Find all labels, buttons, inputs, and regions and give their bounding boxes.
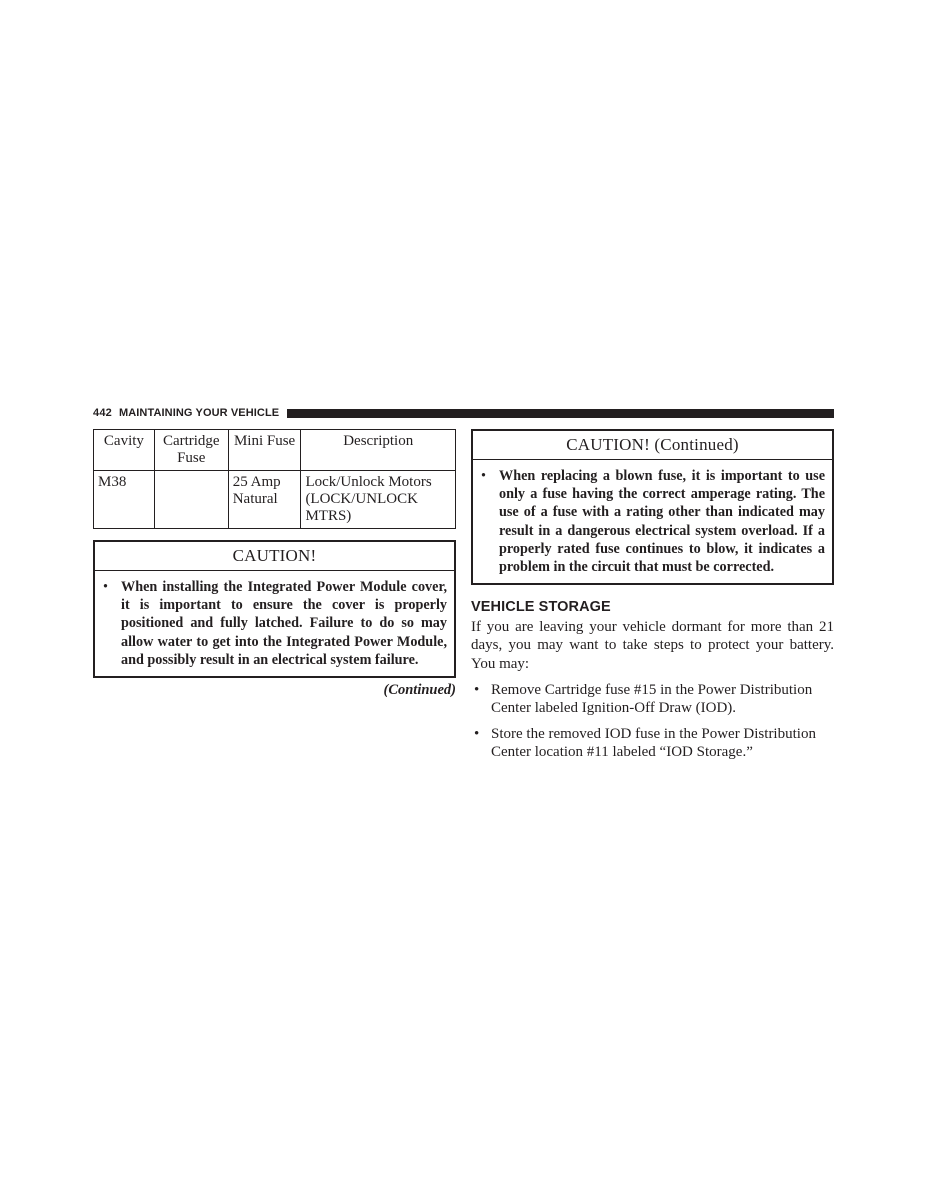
caution-continued-box: [471, 429, 834, 585]
caution-bullet-item: [479, 467, 825, 576]
cell-description: Lock/Unlock Motors (LOCK/UNLOCK MTRS): [301, 471, 456, 529]
continued-label: (Continued): [383, 682, 456, 699]
caution-box: [93, 540, 456, 678]
cell-cartridge-fuse: [154, 471, 228, 529]
caution-continued-body: [473, 460, 832, 583]
caution-continued-title: CAUTION! (Continued): [473, 431, 832, 460]
vehicle-storage-heading: VEHICLE STORAGE: [471, 599, 611, 616]
caution-body: [95, 571, 454, 676]
bullet-mark: •: [474, 681, 480, 698]
bullet-mark: •: [103, 579, 108, 595]
section-title: MAINTAINING YOUR VEHICLE: [118, 407, 280, 419]
column-header-cartridge-fuse: Cartridge Fuse: [154, 430, 228, 471]
fuse-table-header: [94, 430, 456, 471]
caution-text: When installing the Integrated Power Module cover, it is important to ensure the cover is properly positioned and fully latched. Failure to do so may allow water to get into the Integrated Power Module, and possibly result in an electrical system failure.: [121, 579, 447, 668]
fuse-table: [93, 429, 456, 529]
caution-continued-text: When replacing a blown fuse, it is important to use only a fuse having the correct amperage rating. The use of a fuse with a rating other than indicated may result in a dangerous electrical system overload. If a properly rated fuse continues to blow, it indicates a problem in the circuit that must be corrected.: [499, 468, 825, 576]
column-header-mini-fuse: Mini Fuse: [228, 430, 301, 471]
vehicle-storage-intro: If you are leaving your vehicle dormant for more than 21 days, you may want to take steps to protect your battery. You may:: [471, 619, 834, 672]
caution-bullet-item: [101, 578, 447, 669]
cell-cavity: M38: [94, 471, 155, 529]
left-column: [93, 429, 456, 699]
caution-title: CAUTION!: [95, 542, 454, 571]
bullet-mark: •: [481, 468, 486, 484]
page-number: 442: [93, 407, 112, 419]
right-column: [471, 429, 834, 762]
table-row: [94, 471, 456, 529]
column-header-description: Description: [301, 430, 456, 471]
page-header: [93, 405, 834, 421]
cell-mini-fuse: 25 Amp Natural: [228, 471, 301, 529]
list-item-text: Store the removed IOD fuse in the Power Distribution Center location #11 labeled “IOD Storage.”: [491, 726, 816, 761]
list-item-text: Remove Cartridge fuse #15 in the Power Distribution Center labeled Ignition-Off Draw (IOD).: [491, 681, 813, 717]
list-item: [471, 725, 834, 761]
list-item: [471, 681, 834, 717]
bullet-mark: •: [474, 726, 480, 743]
column-header-cavity: Cavity: [94, 430, 155, 471]
header-rule: [287, 409, 834, 418]
